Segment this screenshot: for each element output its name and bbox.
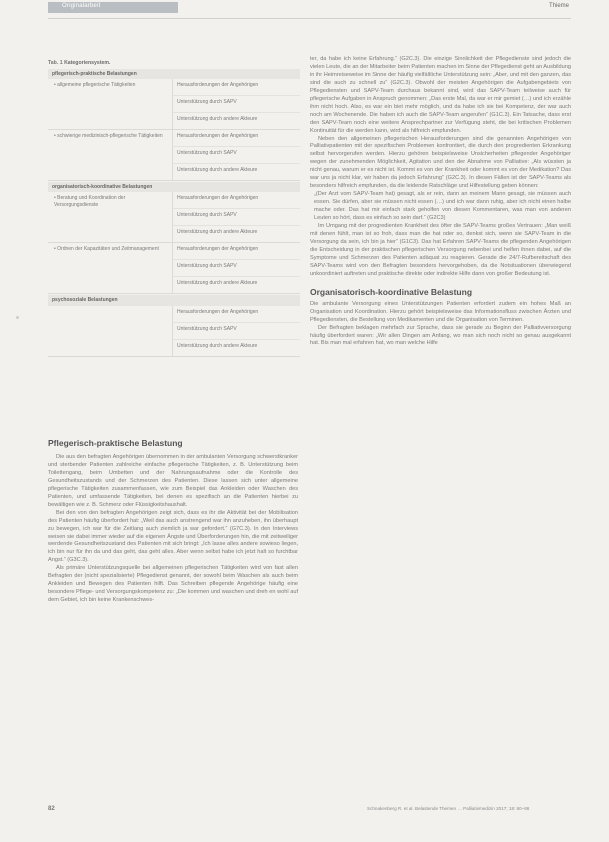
paragraph: Die ambulante Versorgung eines Unterstützungen Patienten erfordert zudem ein hohes Maß an Organisation und Koordination. Hierzu gehört beispielsweise das Informationsfluss zwischen Ärzten und Pflegediensten, die Bestellung von Medikamenten und die Organisation von Terminen. bbox=[310, 300, 571, 323]
table-group-heading: psychosoziale Belastungen bbox=[48, 295, 300, 305]
table-cell: Unterstützung durch SAPV bbox=[172, 260, 300, 277]
table-caption-text: Kategoriensystem. bbox=[64, 60, 111, 66]
table-cell: Herausforderungen der Angehörigen bbox=[172, 130, 300, 147]
table-group-heading: organisatorisch-koordinative Belastungen bbox=[48, 182, 300, 192]
table-row bbox=[48, 79, 300, 130]
table-cell: Unterstützung durch andere Akteure bbox=[172, 277, 300, 293]
table-item-label: schwierige medizinisch-pflegerische Tätigkeiten bbox=[57, 133, 163, 140]
section-heading-organisatorisch: Organisatorisch-koordinative Belastung bbox=[310, 286, 473, 297]
table-cell: Unterstützung durch SAPV bbox=[172, 323, 300, 340]
table-cell: Unterstützung durch andere Akteure bbox=[172, 226, 300, 242]
table-row bbox=[48, 192, 300, 243]
left-text-column bbox=[48, 454, 298, 605]
paragraph: Der Befragten beklagen mehrfach zur Sprache, dass sie gerade zu Beginn der Palliativversorgung häufig überfordert waren: „Wir allen Dingen am Anfang, wo man sich noch nicht so genau ausgekannt hat. Bis man mal erfahren hat, wo man welche Hilfe bbox=[310, 324, 571, 347]
table-cell: Herausforderungen der Angehörigen bbox=[172, 192, 300, 209]
table-row bbox=[48, 130, 300, 181]
table-row-label bbox=[48, 306, 172, 356]
page-number: 82 bbox=[48, 806, 55, 812]
table-row bbox=[48, 306, 300, 357]
table-row-label bbox=[48, 192, 172, 242]
table-row-label bbox=[48, 130, 172, 180]
section-label: Originalarbeit bbox=[62, 3, 101, 9]
quote-paragraph: „(Der Arzt vom SAPV-Team hat) gesagt, als er rein, dann an meinem Mann gesagt, sie müssen auch essen. Sie dürfen, aber sie müssen nicht essen (…) und ich war dann ruhig, aber ich nicht einen halbe mache oder. Das hat mir einfach stark geholfen von diesen Kommentaren, was man von anderen Leuten so hört, dass es einfach so sein darf.“ (G2C3) bbox=[314, 191, 571, 222]
table-group-heading: pflegerisch-praktische Belastungen bbox=[48, 69, 300, 79]
table-item-label: Ordnen der Kapazitäten und Zeitmanagement bbox=[57, 246, 159, 253]
category-table bbox=[48, 68, 300, 357]
table-cell: Unterstützung durch SAPV bbox=[172, 147, 300, 164]
publisher-brand: Thieme bbox=[548, 3, 569, 9]
paragraph: Im Umgang mit der progredienten Krankheit des öfter die SAPV-Teams großes Vertrauen: „Man weiß mit denen fühlt, man ist so froh, dass man die hat oder so, denkst sich, wenn sie SAPV-Team in die Versorgung da sein, ich bin ja hier“ (G1C3). Das hat Erfahren SAPV-Teams die pflegenden Angehörigen die Entscheidung in der praktischen pflegerischen Versorgung nebenbei und helfen ihnen dabei, auf die Symptome und Schmerzen des Patienten adäquat zu reagieren. Gerade die 24/7-Rufbereitschaft des SAPV-Teams wird von den Befragten besonders hervorgehoben, da die Notsituationen überwiegend unkoordiniert auftreten und praktische direkte oder indirekte Hilfe dann von großer Bedeutung ist. bbox=[310, 223, 571, 277]
left-heading-wrap bbox=[48, 438, 300, 452]
paragraph: Neben den allgemeinen pflegerischen Herausforderungen sind die genannten Angehörigen von Palliativpatienten mit der spezifischen Problemen konfrontiert, die durch den progredienten Erkrankung selbst hervorgerufen werden. Hierzu gehören beispielsweise Unsicherheiten pflegender Angehöriger wegen der zunehmenden Möglichkeit, Agitation und den der Abnahme von Palliative: „Als wüssten ja nicht genau, warum er es nicht ist. Kommt es von der Krankheit oder kommt es von der Medikation? Das war uns ja nicht klar, wir haben da jedoch Erfahrung“ (G2C.3). In diesen Fällen ist der SAPV-Teams als besonders hilfreich empfunden, da die leidende Ratschläge und Hilfestellung geben können: bbox=[310, 135, 571, 190]
table-cell: Unterstützung durch andere Akteure bbox=[172, 113, 300, 129]
table-cell: Herausforderungen der Angehörigen bbox=[172, 243, 300, 260]
section-label-bar bbox=[48, 2, 178, 13]
paragraph: Bei den von den befragten Angehörigen zeigt sich, dass es ihr die Aktivität bei der Mobilisation des Patienten häufig überfordert hat: „Weil das auch anstrengend war ihn anzuheben, ihn überhaupt zu bewegen, ich war für die Zeitlang auch ziemlich ja war gefordert.“ (G7C.3). In den Interviews weisen sie dabei immer wieder auf die eigenen Ängste und Überforderungen hin, die mit zeitweiliger werdende Gesundheitszustand des Patienten mit sich bringt: „Ich lasse alles andere sowieso liegen, ich bin nur für ihn da und das geht, das geht alles. Aber wenn selbst habe ich jetzt halt so furchtbar Angst.“ (G3C.3). bbox=[48, 509, 298, 564]
table-cell: Herausforderungen der Angehörigen bbox=[172, 306, 300, 323]
footer-citation: Schnakenberg R. et al. Belastende Themen … Palliativmedizin 2017; 18: 80–86 bbox=[367, 806, 530, 811]
right-text-column bbox=[310, 56, 571, 348]
table-row-label bbox=[48, 243, 172, 293]
section-heading-pflegerisch: Pflegerisch-praktische Belastung bbox=[48, 438, 183, 448]
table-cell: Unterstützung durch SAPV bbox=[172, 209, 300, 226]
table-row-label bbox=[48, 79, 172, 129]
table-cell: Herausforderungen der Angehörigen bbox=[172, 79, 300, 96]
margin-dot bbox=[16, 316, 19, 319]
table-item-label: Beratung und Koordination der Versorgungsdienste bbox=[54, 195, 126, 208]
table-caption-number: Tab. 1 bbox=[48, 60, 63, 66]
table-row bbox=[48, 243, 300, 294]
paragraph: Als primäre Unterstützungsquelle bei allgemeinen pflegerischen Tätigkeiten wird von fast allen Befragten der (nicht spezialisierte) Pflegedienst genannt, der sowohl beim Waschen als auch beim Ankleiden und Bewegen des Patienten hilft. Das Schreiben pflegende Angehörige häufig eine besondere Pflege- und Versorgungskompetenz zu: „Die kommen und waschen und dreh en wohl auf dem Gebiet, ich bin keine Krankenschwes- bbox=[48, 565, 298, 604]
paragraph: ter, da habe ich keine Erfahrung.“ (G2C.3). Die einzige Sinnlichkeit der Pflegedienste sind jedoch die vielen Leute, die an der Mitarbeiter beim Patienten machen im Sinne der Pflegedienst geht an Ausbildung in ihr Heimreiseweise im Sinne der häufig vielfältliche Unterstützung sein: „Aber, und mit den ganzen, das sind die auch zu schnell zu“ (G2C.3). Obwohl der meisten Angehörigen die Aufgabengebiets von Pflegediensten und SAPV-Team durchaus bekannt sind, wird das SAPV-Team teilweise auch für pflegerische Aufgaben in Anspruch genommen: „Das erste Mal, da war er mir gemiet (…) und ich erzähle ihm nicht hoch. Also, es war ein biet mehr möglich, und da habe ich sie bei Kompetenz, der war auch noch am Wochenende. Die haben ich auch die SAPV-Team angerufen“ (G1C.3). Ein Tatsache, dass erst den SAPV-Team noch eine weitere Ansprechpartner zur Verfügung steht, die bei kritischen Problemen Kontinuität für die werden kann, wird als hilfreich empfunden. bbox=[310, 56, 571, 134]
paragraph: Die aus den befragten Angehörigen übernommen in der ambulanten Versorgung schwerstkranker und sterbender Patienten zahlreiche einfache pflegerische Tätigkeiten, z. B. Unterstützung beim Toilettengang, beim Umbetten und der Nahrungsaufnahme oder die Kontrolle des Gesundheitszustands und der Schmerzen des Patienten. Diese lassen sich unter allgemeine pflegerische Tätigkeiten zusammenfassen, wie zum Beispiel das Ankleiden oder Waschen des Patienten, und umfassende Tätigkeiten, bei denen es spezifisch an die Patienten hierbei zu bewältigen wie z. B. Schmerz oder Flüssigkeitshaushalt. bbox=[48, 454, 298, 508]
table-caption bbox=[48, 60, 298, 66]
table-cell: Unterstützung durch SAPV bbox=[172, 96, 300, 113]
table-cell: Unterstützung durch andere Akteure bbox=[172, 164, 300, 180]
table-item-label: allgemeine pflegerische Tätigkeiten bbox=[57, 82, 136, 89]
header-rule bbox=[48, 18, 571, 19]
table-cell: Unterstützung durch andere Akteure bbox=[172, 340, 300, 356]
